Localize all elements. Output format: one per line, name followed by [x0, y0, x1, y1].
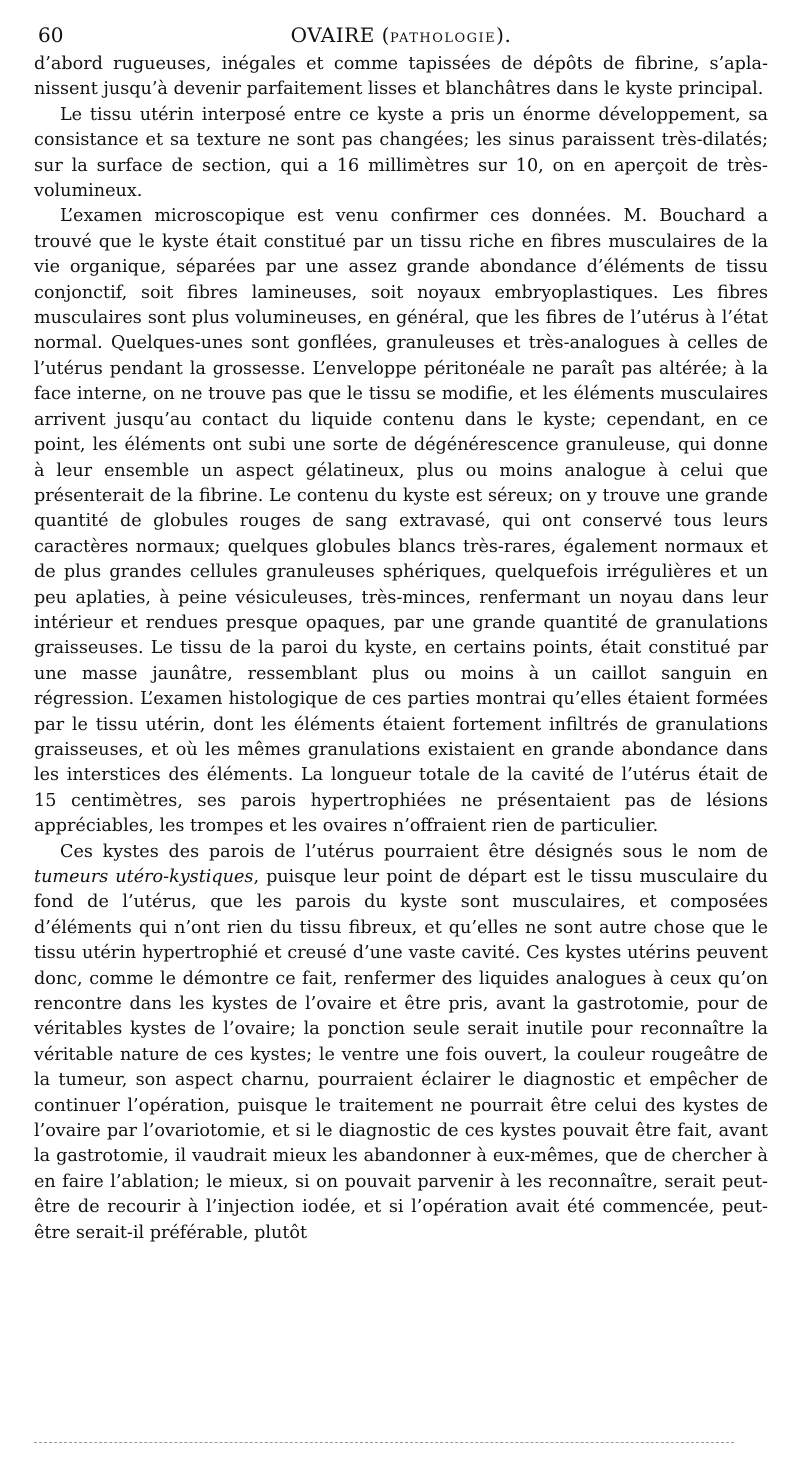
paragraph-text-before: Ces kystes des parois de l’utérus pourraient être désignés sous le nom de [60, 841, 768, 862]
running-title-sub: PATHOLOGIE [389, 31, 497, 46]
paragraph-utero-cystic-tumours [34, 840, 768, 1247]
footer-rule [34, 1442, 734, 1443]
running-title: OVAIRE (PATHOLOGIE). [290, 23, 512, 47]
paragraph-microscopic-exam: L’examen microscopique est venu confirmer ces données. M. Bouchard a trouvé que le kyste était constitué par un tissu riche en fibres musculaires de la vie organique, séparées par une assez grande abondance d’éléments de tissu conjonctif, soit fibres lamineuses, soit noyaux embryoplastiques. Les fibres musculaires sont plus volumineuses, en général, que les fibres de l’utérus à l’état normal. Quelques-unes sont gonflées, granuleuses et très-analogues à celles de l’utérus pendant la grossesse. L’enveloppe péritonéale ne paraît pas altérée; à la face interne, on ne trouve pas que le tissu se modifie, et les éléments musculaires arrivent jusqu’au contact du liquide contenu dans le kyste; cependant, en ce point, les éléments ont subi une sorte de dégénérescence granuleuse, qui donne à leur ensemble un aspect gélatineux, plus ou moins analogue à celui que présenterait de la fibrine. Le contenu du kyste est séreux; on y trouve une grande quantité de globules rouges de sang extravasé, qui ont conservé tous leurs caractères normaux; quelques globules blancs très-rares, également normaux et de plus grandes cellules granuleuses sphériques, quelquefois irrégulières et un peu aplaties, à peine vésiculeuses, très-minces, renfermant un noyau dans leur intérieur et rendues presque opaques, par une grande quantité de granulations graisseuses. Le tissu de la paroi du kyste, en certains points, était constitué par une masse jaunâtre, ressemblant plus ou moins à un caillot sanguin en régression. L’examen histologique de ces parties montrai qu’elles étaient formées par le tissu utérin, dont les éléments étaient fortement infiltrés de granulations graisseuses, et où les mêmes granulations existaient en grande abondance dans les interstices des éléments. La longueur totale de la cavité de l’utérus était de 15 centimètres, ses parois hypertrophiées ne présentaient pas de lésions appréciables, les trompes et les ovaires n’offraient rien de particulier. [34, 206, 768, 837]
italic-term: tumeurs utéro-kystiques [34, 867, 254, 887]
paragraph-text-after: , puisque leur point de départ est le tissu musculaire du fond de l’utérus, que les parois du kyste sont musculaires, et composées d’éléments qui n’ont rien du tissu fibreux, et qu’elles ne sont autre chose que le tissu utérin hypertrophié et creusé d’une vaste cavité. Ces kystes utérins peuvent donc, comme le démontre ce fait, renfermer des liquides analogues à ceux qu’on rencontre dans les kystes de l’ovaire et être pris, avant la gastrotomie, pour de véritables kystes de l’ovaire; la ponction seule serait inutile pour reconnaître la véritable nature de ces kystes; le ventre une fois ouvert, la couleur rougeâtre de la tumeur, son aspect charnu, pourraient éclairer le diagnostic et empêcher de continuer l’opération, puisque le traitement ne pourrait être celui des kystes de l’ovaire par l’ovariotomie, et si le diagnostic de ces kystes pouvait être fait, avant la gastrotomie, il vaudrait mieux les abandonner à eux-mêmes, que de chercher à en faire l’ablation; le mieux, si on pouvait parvenir à les reconnaître, serait peut-être de recourir à l’injection iodée, et si l’opération avait été commencée, peut-être serait-il préférable, plutôt [34, 867, 768, 1243]
paragraph-uterine-tissue: Le tissu utérin interposé entre ce kyste a pris un énorme développement, sa consistance et sa texture ne sont pas changées; les sinus paraissent très-dilatés; sur la surface de section, qui a 16 millimètres sur 10, on en aperçoit de très-volumineux. [34, 104, 768, 202]
running-title-main: OVAIRE [290, 23, 375, 47]
page-number: 60 [38, 23, 64, 47]
body-text [34, 52, 768, 1246]
running-head [34, 18, 768, 52]
book-page [34, 18, 768, 1246]
paragraph-continued: d’abord rugueuses, inégales et comme tapissées de dépôts de fibrine, s’aplanissent jusqu’à devenir parfaitement lisses et blanchâtres dans le kyste principal. [34, 54, 768, 100]
